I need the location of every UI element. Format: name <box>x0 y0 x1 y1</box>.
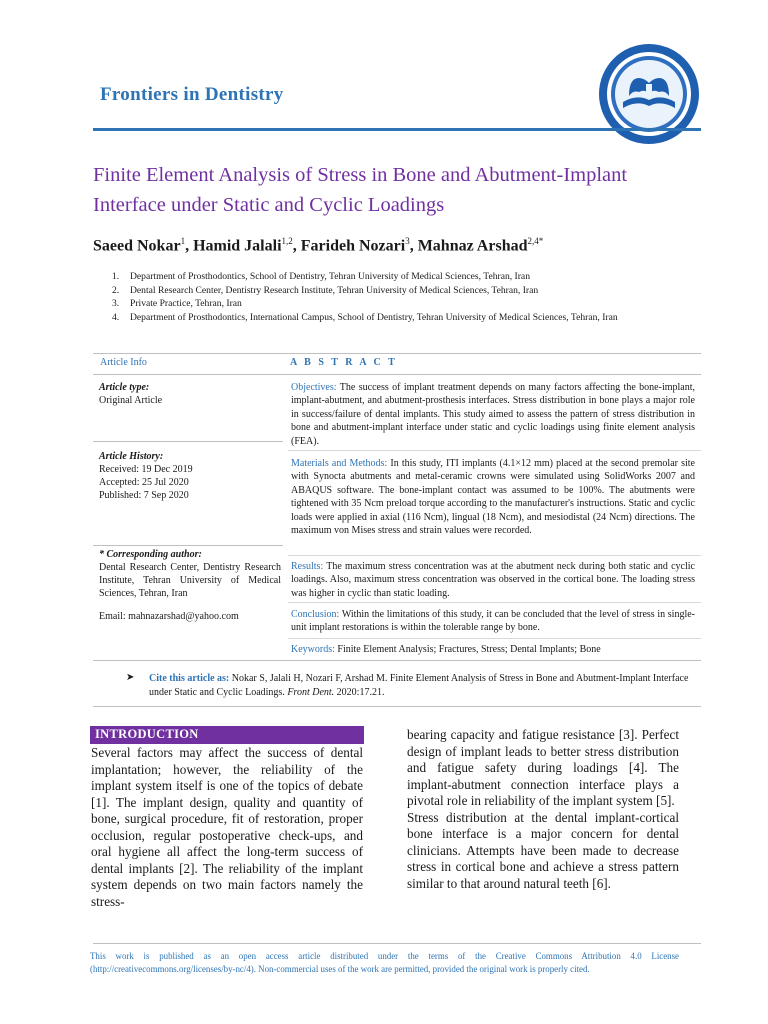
affiliation-list <box>112 270 702 324</box>
introduction-heading: INTRODUCTION <box>95 727 199 741</box>
abstract-keywords: Keywords: Finite Element Analysis; Fractures, Stress; Dental Implants; Bone <box>291 644 601 655</box>
author-list: Saeed Nokar$^1$, Hamid Jalali$^{1,2}$, Farideh Nozari$^3$, Mahnaz Arshad$^{2,4*}$ <box>93 236 544 255</box>
info-divider <box>93 545 283 546</box>
arrow-icon: ➤ <box>126 672 135 683</box>
introduction-right-column <box>407 727 679 892</box>
info-divider <box>93 441 283 442</box>
corresponding-author-email[interactable]: Email: mahnazarshad@yahoo.com <box>99 611 239 622</box>
article-history-block <box>99 450 281 502</box>
abstract-objectives: Objectives: The success of implant treatment depends on many factors affecting the bone-implant, implant-abutment, and abutment-prosthesis interfaces. Stress distribution in bone plays a major role in success/failure of dental implants. This study aimed to assess the pattern of stress distribution in bone and abutment-implant interface under static and cyclic loadings using finite element analysis (FEA). <box>291 382 695 447</box>
affiliation-item: 3. Private Practice, Tehran, Iran <box>112 298 242 309</box>
abstract-divider <box>288 638 701 639</box>
abstract-results: Results: The maximum stress concentration was at the abutment neck during both static and cyclic loadings. Also, maximum stress concentration was observed in the cortical bone. The loading stress was higher in cyclic than static loading. <box>291 561 695 599</box>
author-affiliation-mark: 1,2 <box>281 236 293 246</box>
article-type-label: Article type: <box>99 382 150 393</box>
intro-paragraph: bearing capacity and fatigue resistance [3]. Perfect design of implant leads to better stress distribution and fatigue safety during loadings [4]. The implant-abutment connection interface plays a pivotal role in reliability of the implant system [5]. <box>407 727 679 808</box>
author-affiliation-mark: 2,4* <box>527 236 544 246</box>
article-title: Finite Element Analysis of Stress in Bone and Abutment-Implant Interface under Static and Cyclic Loadings <box>93 164 628 216</box>
introduction-left-column: Several factors may affect the success of dental implantation; however, the reliability of the implant system itself is one of the topics of debate [1]. The implant design, quality and quantity of bone, surgical procedure, fit of restoration, proper occlusion, regular postoperative check-ups, and oral hygiene all affect the long-term success of dental implants [2]. The reliability of the implant system depends on two main factors namely the stress- <box>91 745 363 909</box>
abstract-heading: A B S T R A C T <box>290 357 398 368</box>
journal-name: Frontiers in Dentistry <box>100 84 284 105</box>
affiliation-item: 1. Department of Prosthodontics, School of Dentistry, Tehran University of Medical Sciences, Tehran, Iran <box>112 271 530 282</box>
footer-rule <box>93 943 701 944</box>
author-affiliation-mark: 3 <box>405 236 410 246</box>
corresponding-author-block <box>99 548 281 623</box>
author-name: Saeed Nokar <box>93 237 181 255</box>
abstract-divider <box>288 555 701 556</box>
author-affiliation-mark: 1 <box>180 236 186 246</box>
abstract-conclusion: Conclusion: Within the limitations of this study, it can be concluded that the level of stress in single-unit implant restorations is within the tolerable range by bone. <box>291 609 695 634</box>
published-date: Published: 7 Sep 2020 <box>99 490 189 501</box>
citation: Cite this article as: Nokar S, Jalali H, Nozari F, Arshad M. Finite Element Analysis of Stress in Bone and Abutment-Implant Interface under Static and Cyclic Loadings. Front Dent. 2020:17.21. <box>149 673 689 698</box>
abstract-divider <box>288 450 701 451</box>
article-type-value: Original Article <box>99 395 163 406</box>
citation-rule <box>93 706 701 707</box>
panel-bottom-rule <box>93 660 701 661</box>
article-info-heading: Article Info <box>100 357 147 368</box>
affiliation-item: 2. Dental Research Center, Dentistry Research Institute, Tehran University of Medical Sciences, Tehran, Iran <box>112 284 539 296</box>
article-history-label: Article History: <box>99 451 164 462</box>
accepted-date: Accepted: 25 Jul 2020 <box>99 477 189 488</box>
author-name: Hamid Jalali <box>193 237 282 255</box>
received-date: Received: 19 Dec 2019 <box>99 464 193 475</box>
affiliation-item: 4. Department of Prosthodontics, International Campus, School of Dentistry, Tehran University of Medical Sciences, Tehran, Iran <box>112 311 618 323</box>
corresponding-author-label: * Corresponding author: <box>99 549 202 560</box>
intro-paragraph: Stress distribution at the dental implant-cortical bone interface is a major concern for dental clinicians. Attempts have been made to decrease stress in cortical bone and achieve a stress pattern similar to that around natural teeth [6]. <box>407 809 679 891</box>
abstract-divider <box>288 602 701 603</box>
license-notice: This work is published as an open access article distributed under the terms of the Creative Commons Attribution 4.0 License (http://creativecommons.org/licenses/by-nc/4). Non-commercial uses of the work are permitted, provided the original work is properly cited. <box>90 951 679 974</box>
author-name: Farideh Nozari <box>300 237 406 255</box>
author-name: Mahnaz Arshad <box>417 237 528 255</box>
article-type-block <box>99 381 281 407</box>
corresponding-author-address: Dental Research Center, Dentistry Research Institute, Tehran University of Medical Sciences, Tehran, Iran <box>99 562 281 599</box>
header-rule <box>93 128 701 131</box>
abstract-methods: Materials and Methods: In this study, ITI implants (4.1×12 mm) placed at the second premolar site with Synocta abutments and metal-ceramic crowns were simulated using SolidWorks 2007 and ABAQUS software. The bone-implant contact was assumed to be 100%. The abutments were tightened with 35 Ncm preload torque according to the manufacturer's instructions. Static and cyclic loads were applied in axial (116 Ncm), lingual (18 Ncm), and mesiodistal (24 Ncm) directions. The maximum von Mises stress and strain values were recorded. <box>291 458 695 537</box>
